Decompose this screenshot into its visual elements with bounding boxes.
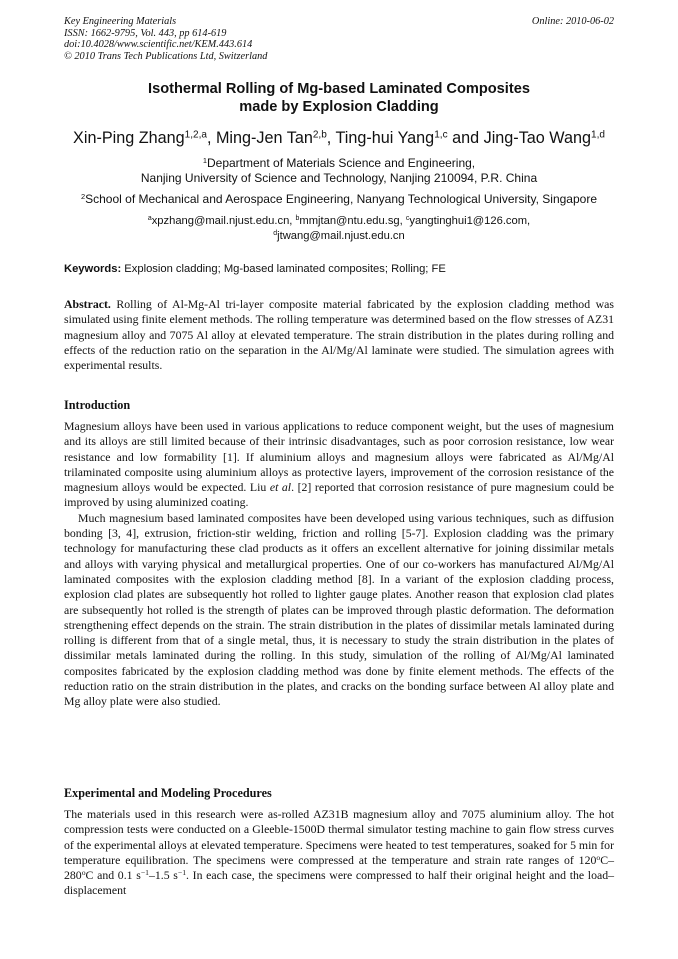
author-affil-sup: 1,d xyxy=(590,129,605,141)
affiliation-1 xyxy=(40,156,638,186)
affiliation-sup: 2 xyxy=(80,191,86,201)
paper-title-line1: Isothermal Rolling of Mg-based Laminated Composites xyxy=(148,81,530,97)
author-name: Xin-Ping Zhang xyxy=(73,129,185,147)
affiliation-2 xyxy=(40,192,638,207)
affiliation-sup: 1 xyxy=(202,155,207,165)
author-name: Ting-hui Yang xyxy=(335,129,435,147)
author-separator: , xyxy=(326,129,336,147)
journal-info xyxy=(64,16,267,62)
experimental-body xyxy=(64,807,614,899)
abstract xyxy=(64,297,614,373)
email-link[interactable]: yangtinghui1@126.com, xyxy=(409,215,531,227)
affiliation-2-text: School of Mechanical and Aerospace Engineering, Nanyang Technological University, Singapore xyxy=(85,192,597,206)
email-sup: c xyxy=(405,215,410,223)
experimental-paragraph-1: The materials used in this research were as-rolled AZ31B magnesium alloy and 7075 aluminium alloy. The hot compression tests were conducted on a Gleeble-1500D thermal simulator testing machine to gain flow stress curves of the experimental alloys at elevated temperature. Specimens were heated to test temperatures, soaked for 5 min for temperature equilibration. The specimens were compressed at the temperature and strain rate ranges of 120$^o$C–280$^o$C and 0.1 $s^{-1}-1.5$ $s^{-1}$. In each case, the specimens were compressed to half their original height and the load–displacement xyxy=(64,807,614,898)
section-heading-introduction: Introduction xyxy=(64,398,131,412)
keywords-text: Explosion cladding; Mg-based laminated composites; Rolling; FE xyxy=(121,263,446,275)
abstract-label: Abstract. xyxy=(64,297,111,311)
journal-name: Key Engineering Materials xyxy=(64,16,177,27)
author-separator: , xyxy=(206,129,216,147)
author-separator: and xyxy=(447,129,484,147)
email-link[interactable]: mmjtan@ntu.edu.sg, xyxy=(299,215,406,227)
email-sup: d xyxy=(273,229,278,237)
paper-title-line2: made by Explosion Cladding xyxy=(239,99,439,115)
author-affil-sup: 1,2,a xyxy=(184,129,207,141)
journal-copyright: © 2010 Trans Tech Publications Ltd, Switzerland xyxy=(64,50,268,62)
affiliation-1-line2: Nanjing University of Science and Technology, Nanjing 210094, P.R. China xyxy=(140,171,538,185)
journal-doi: doi:10.4028/www.scientific.net/KEM.443.614 xyxy=(64,39,253,50)
keywords xyxy=(64,262,614,276)
keywords-label: Keywords: xyxy=(64,263,122,275)
author-list xyxy=(40,128,638,148)
abstract-text: Rolling of Al-Mg-Al tri-layer composite material fabricated by the explosion cladding method was simulated using finite element methods. The rolling temperature was determined based on the flow stresses of AZ31 magnesium alloy and 7075 Al alloy at elevated temperature. The strain distribution in the plates during rolling and effects of the reduction ratio on the separation in the Al/Mg/Al laminate were studied. The simulation agrees with experimental results. xyxy=(64,297,614,373)
email-sup: a xyxy=(147,215,152,223)
introduction-paragraph-1: Magnesium alloys have been used in various applications to reduce component weight, but the uses of magnesium and its alloys are still limited because of their intrinsic disadvantages, such as poor corrosion resistance, low wear resistance and low formability [1]. If aluminium alloys and magnesium alloys were fabricated as Al/Mg/Al trilaminated composite using aluminium alloys as protective layers, improvement of the corrosion resistance of the magnesium alloys would be expected. Liu et al. [2] reported that corrosion resistance of pure magnesium could be improved by using aluminized coating. xyxy=(64,419,615,510)
section-heading-experimental: Experimental and Modeling Procedures xyxy=(64,786,272,800)
online-date: Online: 2010-06-02 xyxy=(531,16,614,27)
author-name: Jing-Tao Wang xyxy=(483,129,591,147)
introduction-paragraph-2: Much magnesium based laminated composites have been developed using various techniques, such as diffusion bonding [3, 4], extrusion, friction-stir welding, friction and rolling [5-7]. Explosion cladding was the primary technology for manufacturing these clad products as it offers an excellent alternative for joining dissimilar metals and alloys with varying physical and metallurgical properties. One of our co-workers has manufactured Al/Mg/Al laminated composites with the explosion cladding method [8]. In a variant of the explosion cladding process, explosion clad plates are subsequently hot rolled to lighter gauge plates. Another reason that explosion clad plates are subsequently hot rolled is the strength of plates can be improved through plastic deformation. The deformation strengthening effect depends on the strain. The strain distribution in the plates of dissimilar metals laminated during rolling is different from that of a single metal, thus, it is necessary to study the strain distribution in the plates of dissimilar metals laminated during the rolling. In this study, simulation of the rolling of Al/Mg/Al laminated composites fabricated by the explosion cladding method was done by finite element methods. The effects of the reduction ratio on the strain distribution in the plates, and cracks on the bonding surface between Al alloy plate and Mg alloy plate were also studied. xyxy=(64,510,614,709)
author-name: Ming-Jen Tan xyxy=(215,129,313,147)
journal-issn: ISSN: 1662-9795, Vol. 443, pp 614-619 xyxy=(64,27,227,39)
affiliation-1-line1: Department of Materials Science and Engineering, xyxy=(206,156,476,170)
author-affil-sup: 1,c xyxy=(434,129,448,141)
introduction-body xyxy=(64,419,614,710)
paper-title xyxy=(64,80,614,116)
author-affil-sup: 2,b xyxy=(312,129,327,141)
email-sup: b xyxy=(295,215,300,223)
email-link[interactable]: jtwang@mail.njust.edu.cn xyxy=(277,229,405,242)
author-emails xyxy=(40,214,638,243)
email-link[interactable]: xpzhang@mail.njust.edu.cn, xyxy=(151,215,296,227)
